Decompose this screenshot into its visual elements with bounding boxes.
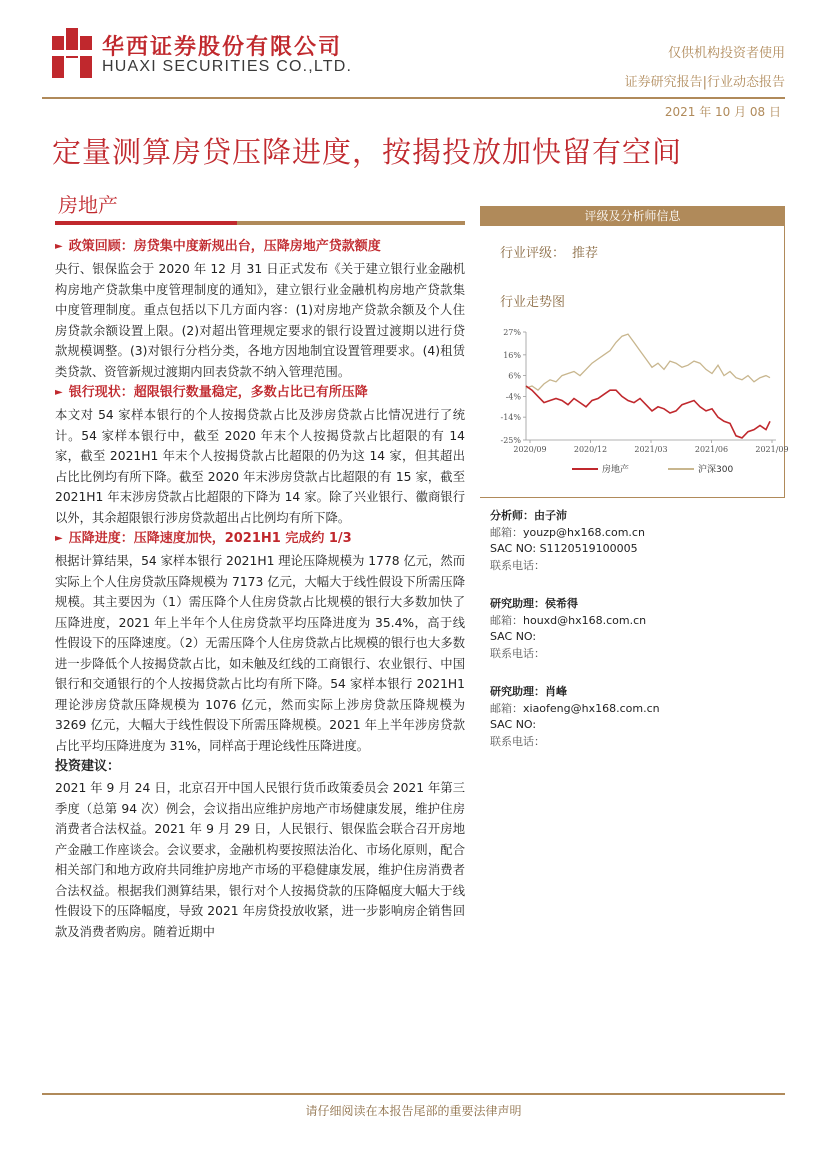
rating-box-title: 评级及分析师信息 [480,206,785,226]
x-tick-label: 2021/06 [694,445,729,454]
y-tick-label: 6% [508,371,521,381]
analyst-card [490,596,785,662]
analyst-name-line: 研究助理：肖峰 [490,685,567,698]
x-tick-label: 2021/09 [755,445,789,454]
section-paragraph: 2021 年 9 月 24 日，北京召开中国人民银行货币政策委员会 2021 年第三季度（总第 94 次）例会，会议指出应维护房地产市场健康发展，维护住房消费者合法权益。2021 年 9 月 29 日，人民银行、银保监会联合召开房地产金融工作座谈会。会议要求，金融机构要按照法治化、市场化原则，配合相关部门和地方政府共同维护房地产市场的平稳健康发展，维护住房消费者合法权益。根据我们测算结果，银行对个人按揭贷款的压降幅度大幅大于线性假设下的压降幅度，导致 2021 年房贷投放收紧，进一步影响房企销售回款及消费者购房。随着近期中 [55,781,465,939]
section-paragraph: 本文对 54 家样本银行的个人按揭贷款占比及涉房贷款占比情况进行了统计。54 家样本银行中，截至 2020 年末个人按揭贷款占比超限的有 14 家，截至 2021H1 年末个人按揭贷款占比超限的仍为这 14 家，但其超出占比比例均有所下降。截至 2020 年末涉房贷款占比超限的有 15 家，截至 2021H1 年末涉房贷款占比超限的下降为 14 家。除了兴业银行、徽商银行以外，其余超限银行涉房贷款超出占比例均有所下降。 [55,408,465,525]
rating-value: 推荐 [572,246,599,261]
report-body [55,236,465,942]
section-heading: ► 银行现状：超限银行数量稳定，多数占比已有所压降 [55,385,368,400]
arrow-bullet-icon: ► [55,241,63,252]
series-line-csi300 [526,334,770,390]
section-heading: ► 政策回顾：房贷集中度新规出台，压降房地产贷款额度 [55,239,381,254]
legend-label: 房地产 [602,465,630,475]
arrow-bullet-icon: ► [55,387,63,398]
company-name-cn: 华西证券股份有限公司 [102,34,343,60]
analyst-name-line: 研究助理：侯希得 [490,597,578,610]
report-title: 定量测算房贷压降进度，按揭投放加快留有空间 [52,135,683,169]
arrow-bullet-icon: ► [55,533,63,544]
series-line-real-estate [526,386,770,438]
legal-notice[interactable]: 请仔细阅读在本报告尾部的重要法律声明 [305,1104,522,1118]
x-tick-label: 2021/03 [634,445,668,454]
header-divider [42,97,785,99]
trend-chart-title: 行业走势图 [500,295,566,310]
y-tick-label: 27% [503,328,521,337]
footer-divider [42,1093,785,1095]
y-tick-label: 16% [503,350,521,360]
x-tick-label: 2020/12 [573,445,608,454]
analyst-email-line: 邮箱：youzp@hx168.com.cn [490,525,645,539]
analyst-card [490,508,785,574]
sector-label: 房地产 [58,193,118,217]
report-date: 2021 年 10 月 08 日 [664,105,781,119]
section-heading: ► 压降进度：压降速度加快，2021H1 完成约 1/3 [55,531,352,546]
section-heading: 投资建议： [55,759,121,774]
report-type-tag: 证券研究报告|行业动态报告 [624,75,785,90]
y-tick-label: -25% [500,436,521,445]
company-name-en: HUAXI SECURITIES CO.,LTD. [102,58,353,75]
analyst-sac-line: SAC NO: [490,718,537,731]
y-tick-label: -14% [500,413,521,423]
analyst-sac-line: SAC NO: [490,630,537,643]
analyst-email[interactable]: houxd@hx168.com.cn [523,613,647,627]
analyst-sac-line: SAC NO: S1120519100005 [490,542,638,555]
analyst-list [490,508,785,772]
sector-divider [55,221,465,225]
section-paragraph: 央行、银保监会于 2020 年 12 月 31 日正式发布《关于建立银行业金融机构房地产贷款集中度管理制度的通知》，建立银行业金融机构房地产贷款集中度管理制度。重点包括以下几方面内容：(1)对房地产贷款余额及个人住房贷款余额设置上限。(2)对超出管理规定要求的银行设置过渡期以进行贷款规模调整。(3)对银行分档分类，各地方因地制宜设置管理要求。(4)租赁类贷款、资管新规过渡期内回表贷款不纳入管理范围。 [55,262,465,379]
analyst-email[interactable]: xiaofeng@hx168.com.cn [523,701,660,715]
analyst-email[interactable]: youzp@hx168.com.cn [523,525,645,539]
analyst-email-line: 邮箱：xiaofeng@hx168.com.cn [490,701,660,715]
analyst-phone-line: 联系电话： [490,734,545,748]
x-tick-label: 2020/09 [513,445,547,454]
y-tick-label: -4% [505,392,521,402]
analyst-card [490,684,785,750]
rating-label: 行业评级： [500,246,566,261]
audience-tag: 仅供机构投资者使用 [667,46,785,61]
analyst-name-line: 分析师：由子沛 [490,509,567,522]
analyst-email-line: 邮箱：houxd@hx168.com.cn [490,613,647,627]
analyst-phone-line: 联系电话： [490,558,545,572]
section-paragraph: 根据计算结果，54 家样本银行 2021H1 理论压降规模为 1778 亿元，然而实际上个人住房贷款压降规模为 7173 亿元，大幅大于线性假设下所需压降规模。其主要因为（1）需压降个人住房贷款占比规模的银行大多数加快了压降进度，2021 年上半年个人住房贷款平均压降进度为 35.4%，高于线性假设下的压降速度。（2）无需压降个人住房贷款占比规模的银行也大多数进一步降低个人按揭贷款占比，如未触及红线的工商银行、农业银行、中国银行和交通银行的个人按揭贷款占比均有所下降。54 家样本银行 2021H1 理论涉房贷款压降规模为 1076 亿元，然而实际上涉房贷款压降规模为 3269 亿元，大幅大于线性假设下所需压降规模。2021 年上半年涉房贷款占比平均压降进度为 31%，同样高于理论线性压降进度。 [55,554,465,753]
legend-label: 沪深300 [698,465,734,475]
huaxi-logo [52,28,92,78]
trend-chart [490,322,789,487]
analyst-phone-line: 联系电话： [490,646,545,660]
